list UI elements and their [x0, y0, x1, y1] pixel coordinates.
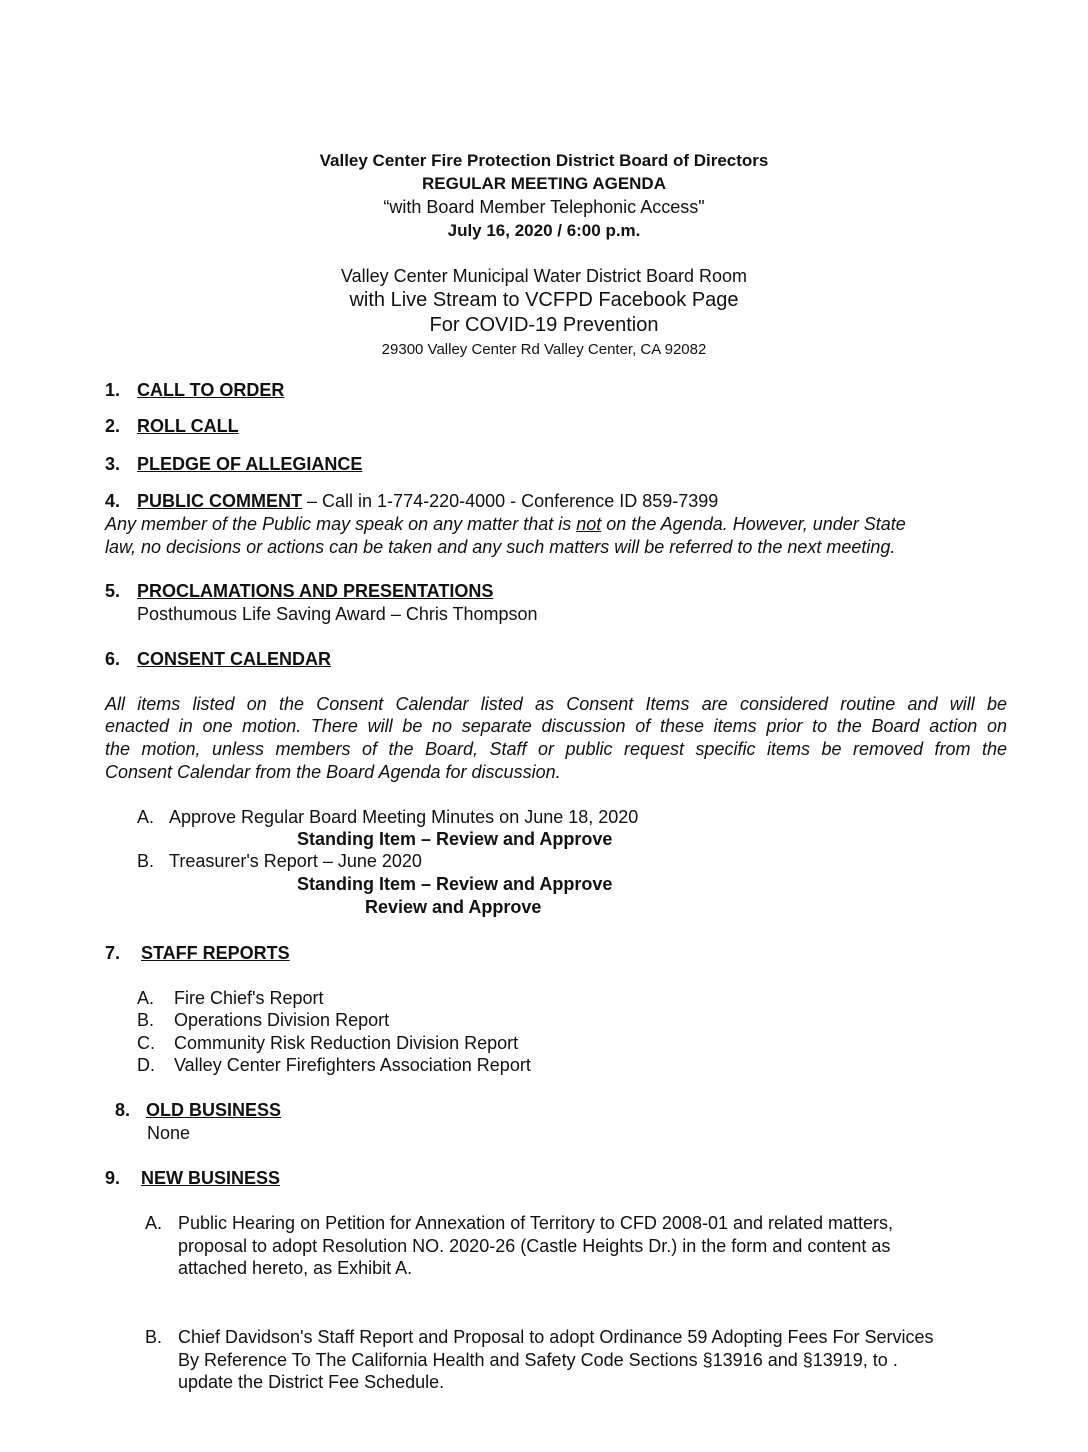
- staff-report-d-letter: D.: [137, 1055, 155, 1075]
- item-4-title: PUBLIC COMMENT: [137, 491, 302, 511]
- new-business-a-letter: A.: [145, 1213, 163, 1233]
- location-room: Valley Center Municipal Water District Board Room: [340, 266, 748, 286]
- item-4-line: [137, 491, 718, 512]
- consent-b-text: Treasurer's Report – June 2020: [169, 851, 422, 871]
- consent-a-text: Approve Regular Board Meeting Minutes on June 18, 2020: [169, 807, 639, 827]
- location-address: 29300 Valley Center Rd Valley Center, CA 92082: [381, 341, 707, 358]
- item-9-title: NEW BUSINESS: [141, 1168, 281, 1188]
- agenda-access-note: “with Board Member Telephonic Access": [383, 197, 705, 217]
- consent-intro-line3: the motion, unless members of the Board, Staff or public request specific items be removed from the: [105, 739, 1007, 759]
- staff-report-a-letter: A.: [137, 988, 155, 1008]
- new-business-b-line2: By Reference To The California Health and Safety Code Sections §13916 and §13919, to .: [178, 1350, 898, 1370]
- item-8-title: OLD BUSINESS: [146, 1100, 282, 1120]
- staff-report-c-letter: C.: [137, 1033, 155, 1053]
- new-business-a-line3: attached hereto, as Exhibit A.: [178, 1258, 413, 1278]
- new-business-b-line1: Chief Davidson's Staff Report and Proposal to adopt Ordinance 59 Adopting Fees For Services: [178, 1327, 934, 1347]
- item-9-number: 9.: [105, 1168, 121, 1188]
- item-3-title: PLEDGE OF ALLEGIANCE: [137, 454, 363, 474]
- item-4-note-line2: law, no decisions or actions can be taken and any such matters will be referred to the next meeting.: [105, 537, 896, 557]
- item-7-title: STAFF REPORTS: [141, 943, 290, 963]
- consent-intro-line2: enacted in one motion. There will be no separate discussion of these items prior to the Board action on: [105, 716, 1007, 736]
- new-business-a-line1: Public Hearing on Petition for Annexation of Territory to CFD 2008-01 and related matters,: [178, 1213, 894, 1233]
- item-8-number: 8.: [115, 1100, 131, 1120]
- staff-report-c: Community Risk Reduction Division Report: [174, 1033, 519, 1053]
- consent-intro-line1: All items listed on the Consent Calendar listed as Consent Items are considered routine and will be: [105, 694, 1007, 714]
- item-7-number: 7.: [105, 943, 121, 963]
- staff-report-d: Valley Center Firefighters Association Report: [174, 1055, 531, 1075]
- item-5-number: 5.: [105, 581, 121, 601]
- item-2-number: 2.: [105, 416, 121, 436]
- item-4-call-info: – Call in 1-774-220-4000 - Conference ID 859-7399: [307, 491, 719, 511]
- staff-report-b-letter: B.: [137, 1010, 155, 1030]
- new-business-b-line3: update the District Fee Schedule.: [178, 1372, 445, 1392]
- agenda-meeting-title: REGULAR MEETING AGENDA: [422, 174, 666, 193]
- consent-intro-line4: Consent Calendar from the Board Agenda for discussion.: [105, 762, 561, 782]
- location-covid: For COVID-19 Prevention: [429, 314, 659, 336]
- staff-report-b: Operations Division Report: [174, 1010, 390, 1030]
- item-1-title: CALL TO ORDER: [137, 380, 285, 400]
- item-4-note-part-b: on the Agenda. However, under State: [606, 514, 906, 534]
- item-5-award: Posthumous Life Saving Award – Chris Thompson: [137, 604, 538, 624]
- item-4-note-line1: [105, 514, 906, 535]
- consent-b-action-2: Review and Approve: [365, 897, 542, 917]
- item-6-title: CONSENT CALENDAR: [137, 649, 332, 669]
- agenda-date-time: July 16, 2020 / 6:00 p.m.: [447, 221, 641, 240]
- item-6-number: 6.: [105, 649, 121, 669]
- consent-b-letter: B.: [137, 851, 155, 871]
- item-2-title: ROLL CALL: [137, 416, 239, 436]
- item-4-note-not: not: [576, 514, 602, 534]
- consent-a-action: Standing Item – Review and Approve: [297, 829, 613, 849]
- staff-report-a: Fire Chief's Report: [174, 988, 324, 1008]
- consent-a-letter: A.: [137, 807, 155, 827]
- new-business-a-line2: proposal to adopt Resolution NO. 2020-26 (Castle Heights Dr.) in the form and content as: [178, 1236, 891, 1256]
- item-4-number: 4.: [105, 491, 121, 511]
- consent-b-action: Standing Item – Review and Approve: [297, 874, 613, 894]
- item-3-number: 3.: [105, 454, 121, 474]
- item-1-number: 1.: [105, 380, 121, 400]
- item-5-title: PROCLAMATIONS AND PRESENTATIONS: [137, 581, 494, 601]
- new-business-b-letter: B.: [145, 1327, 163, 1347]
- location-stream: with Live Stream to VCFPD Facebook Page: [349, 289, 739, 311]
- item-4-note-part-a: Any member of the Public may speak on any matter that is: [105, 514, 572, 534]
- item-8-none: None: [147, 1123, 191, 1143]
- agenda-org-title: Valley Center Fire Protection District Board of Directors: [319, 151, 769, 170]
